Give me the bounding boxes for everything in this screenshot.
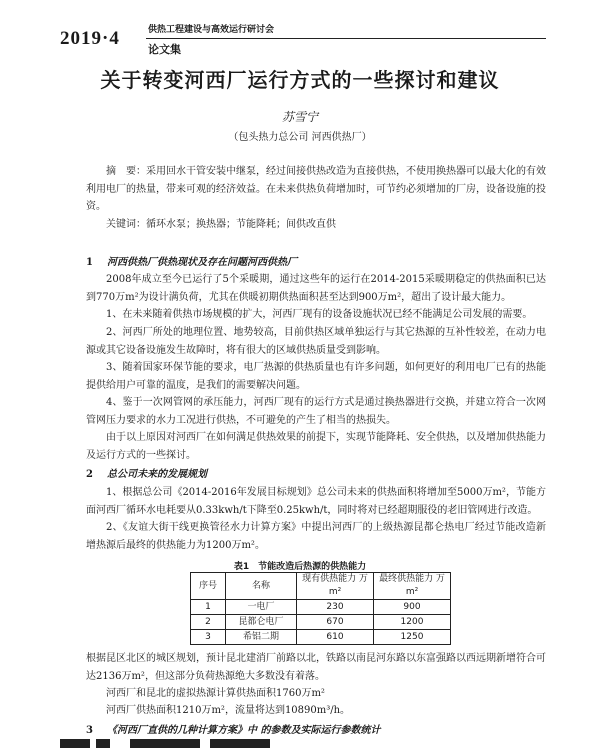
paragraph: 河西厂和昆北的虚拟热源计算供热面积1760万m²	[106, 688, 325, 699]
capacity-table	[190, 572, 451, 645]
keywords: 关键词：循环水泵；换热器；节能降耗；间供改直供	[106, 219, 336, 230]
section-number: 2	[86, 469, 93, 480]
paragraph: 由于以上原因对河西厂在如何满足供热效果的前提下，实现节能降耗、安全供热，以及增加供热能力及运行方式的一些探讨。	[86, 432, 546, 461]
paragraph: 4、鉴于一次网管网的承压能力，河西厂现有的运行方式是通过换热器进行交换，并建立符合一次网管网压力要求的水力工况进行供热，不可避免的产生了相当的热损失。	[86, 397, 546, 426]
table-header-cell: 序号	[191, 573, 226, 600]
abstract: 摘 要：采用回水干管安装中继泵，经过间接供热改造为直接供热，不使用换热器可以最大化的有效利用电厂的热量，带来可观的经济效益。在未来供热负荷增加时，可节约必须增加的厂房，设备设施的投资。	[86, 166, 546, 212]
table-cell: 2	[191, 615, 226, 630]
table-cell: 3	[191, 630, 226, 645]
paragraph: 1、在未来随着供热市场规模的扩大，河西厂现有的设备设施状况已经不能满足公司发展的需要。	[106, 309, 533, 320]
paragraph: 2、《友谊大街干线更换管径水力计算方案》中提出河西厂的上级热源昆都仑热电厂经过节能改造新增热源后最终的供热能力为1200万m²。	[86, 522, 546, 551]
table-cell: 610	[297, 630, 374, 645]
cropped-text-line	[60, 739, 360, 748]
paragraph: 1、根据总公司《2014-2016年发展目标规划》总公司未来的供热面积将增加至5000万m²，节能方面河西厂循环水电耗要从0.33kwh/t下降至0.25kwh/t，同时将对已经超期服役的老旧管网进行改造。	[86, 487, 546, 516]
table-row	[191, 615, 451, 630]
paragraph: 3、随着国家环保节能的要求，电厂热源的供热质量也有许多问题，如何更好的利用电厂已有的热能提供给用户可靠的温度，是我们的需要解决问题。	[86, 362, 546, 391]
section-title: 河西供热厂供热现状及存在问题河西供热厂	[106, 257, 297, 268]
conference-name: 供热工程建设与高效运行研讨会	[148, 25, 275, 35]
section-heading	[86, 465, 207, 480]
paragraph: 2、河西厂所处的地理位置、地势较高，目前供热区域单独运行与其它热源的互补性较差，在动力电源或其它设备设施发生故障时，将有很大的区域供热质量受到影响。	[86, 327, 546, 356]
paper-title: 关于转变河西厂运行方式的一些探讨和建议	[100, 68, 500, 92]
paragraph: 根据昆区北区的城区规划，预计昆北建消厂前路以北，铁路以南昆河东路以东富强路以西远期新增符合可达2136万m²，但这部分负荷热源绝大多数没有着落。	[86, 653, 546, 682]
table-cell: 昆都仑电厂	[226, 615, 297, 630]
table-header-cell: 最终供热能力 万m²	[374, 573, 451, 600]
paragraph: 2008年成立至今已运行了5个采暖期，通过这些年的运行在2014-2015采暖期稳定的供热面积已达到770万m²为设计满负荷，尤其在供暖初期供热面积甚至达到900万m²，超出了设计最大能力。	[86, 274, 546, 303]
author-affiliation: （包头热力总公司 河西供热厂）	[228, 132, 372, 143]
header-rule	[146, 38, 546, 39]
table-header-row	[191, 573, 451, 600]
section-title: 总公司未来的发展规划	[106, 469, 207, 480]
table-cell: 1250	[374, 630, 451, 645]
table-cell: 670	[297, 615, 374, 630]
table-row	[191, 600, 451, 615]
table-caption: 表1 节能改造后热源的供热能力	[233, 562, 367, 572]
table-cell: 希铝二期	[226, 630, 297, 645]
collection-label: 论文集	[148, 43, 181, 56]
table-header-cell: 名称	[226, 573, 297, 600]
section-number: 1	[86, 257, 93, 268]
table-cell: 230	[297, 600, 374, 615]
section-heading	[86, 253, 297, 268]
table-header-cell: 现有供热能力 万m²	[297, 573, 374, 600]
table-row	[191, 630, 451, 645]
author-name: 苏雪宁	[281, 110, 318, 124]
table-cell: 1	[191, 600, 226, 615]
table-cell: 900	[374, 600, 451, 615]
section-number: 3	[86, 725, 93, 736]
table-cell: 1200	[374, 615, 451, 630]
section-title: 《河西厂直供的几种计算方案》中 的参数及实际运行参数统计	[106, 725, 381, 736]
paragraph: 河西厂供热面积1210万m²，流量将达到10890m³/h。	[106, 705, 351, 716]
table-cell: 一电厂	[226, 600, 297, 615]
issue-year: 2019·4	[60, 28, 120, 49]
section-heading	[86, 721, 380, 736]
